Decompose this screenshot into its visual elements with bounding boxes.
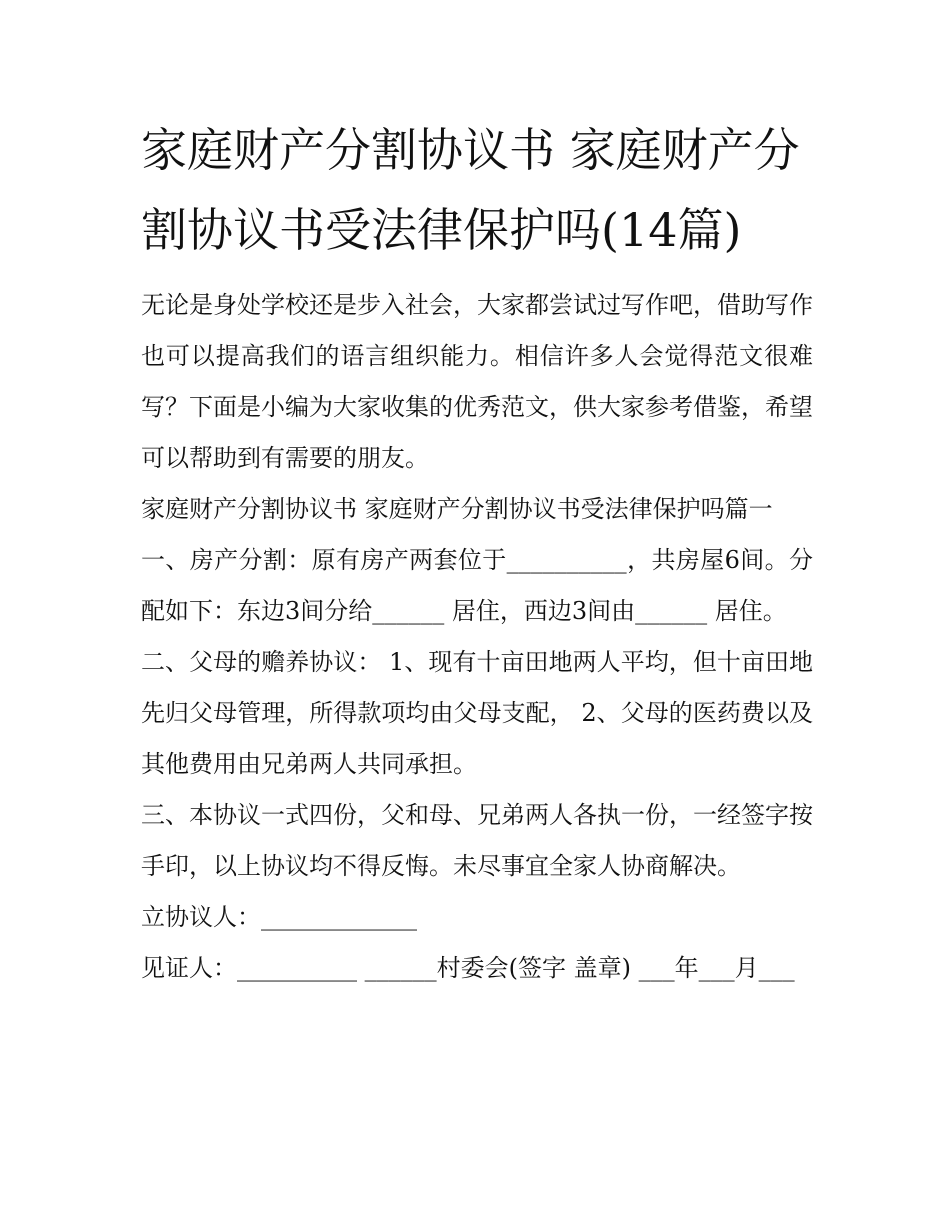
clause-parents-support: 二、父母的赡养协议： 1、现有十亩田地两人平均，但十亩田地先归父母管理，所得款项均由父母支配， 2、父母的医药费以及其他费用由兄弟两人共同承担。 [141,648,813,778]
signatory-line: 立协议人：_____________ [141,903,417,931]
intro-paragraph: 无论是身处学校还是步入社会，大家都尝试过写作吧，借助写作也可以提高我们的语言组织能力。相信许多人会觉得范文很难写？下面是小编为大家收集的优秀范文，供大家参考借鉴，希望可以帮助到有需要的朋友。 [141,291,813,472]
witness-line: 见证人：__________ ______村委会(签字 盖章) ___年___月___ [141,954,795,982]
clause-copies: 三、本协议一式四份，父和母、兄弟两人各执一份，一经签字按手印，以上协议均不得反悔。未尽事宜全家人协商解决。 [141,801,813,880]
section-heading: 家庭财产分割协议书 家庭财产分割协议书受法律保护吗篇一 [141,495,773,523]
document-title: 家庭财产分割协议书 家庭财产分割协议书受法律保护吗(14篇) [141,123,800,257]
document-page [141,110,813,994]
clause-property: 一、房产分割：原有房产两套位于__________，共房屋6间。分配如下：东边3间分给______ 居住，西边3间由______ 居住。 [141,546,813,625]
